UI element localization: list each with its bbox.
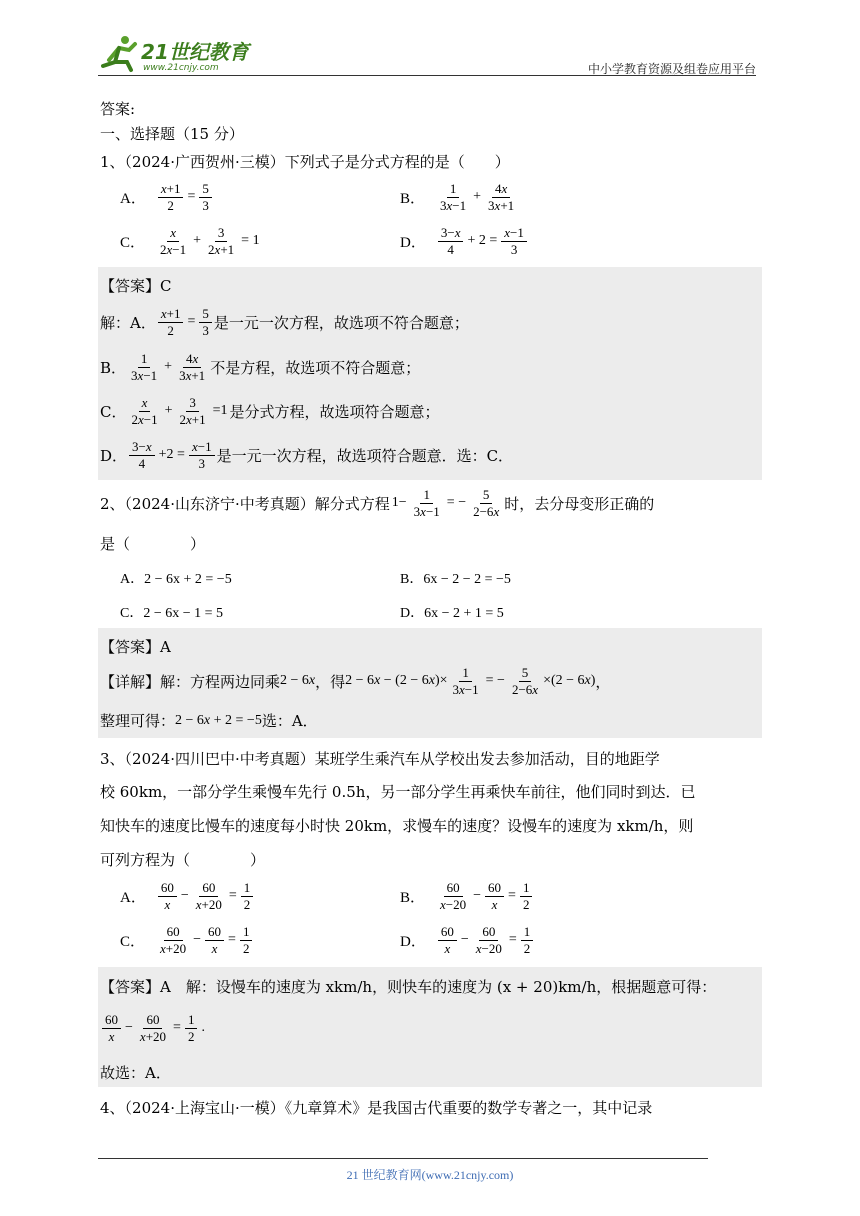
footer-text: 21 世纪教育网(www.21cnjy.com) — [346, 1168, 514, 1182]
q3-option-b: B． $\frac{60}{x-20}$ − $\frac{60}{x}$ = $\frac{1}{2}$ — [400, 880, 534, 912]
q2-detail: 【详解】解：方程两边同乘 2 − 6x ，得 2 − 6x − (2 − 6x)× $\frac{1}{3x-1}$ = − $\frac{5}{2-6x}$ ×(2 − 6x) ， — [100, 665, 611, 697]
runner-icon — [103, 36, 135, 70]
q1-exp-b: B． $\frac{1}{3x-1}$ + $\frac{4x}{3x+1}$ 不是方程，故选项不符合题意； — [100, 351, 421, 383]
q1-option-b: B． $\frac{1}{3x-1}$ + $\frac{4x}{3x+1}$ — [400, 181, 515, 213]
q1-option-c: C． $\frac{x}{2x-1}$ + $\frac{3}{2x+1}$ = 1 — [120, 225, 260, 257]
q1-exp-a: 解：A． $\frac{x+1}{2}$ = $\frac{5}{3}$ 是一元一次方程，故选项不符合题意； — [100, 306, 469, 338]
logo-text: 21世纪教育 — [141, 40, 249, 64]
q2-option-b: B．6x − 2 − 2 = −5 — [400, 572, 511, 587]
section-title: 一、选择题（15 分） — [100, 125, 244, 143]
q2-option-d: D．6x − 2 + 1 = 5 — [400, 606, 504, 621]
q1-answer: 【答案】C — [100, 277, 172, 295]
q3-option-c: C． $\frac{60}{x+20}$ − $\frac{60}{x}$ = $\frac{1}{2}$ — [120, 924, 254, 956]
platform-name: 中小学教育资源及组卷应用平台 — [587, 62, 756, 76]
q3-choice: 故选：A． — [100, 1064, 171, 1082]
brand-logo — [95, 32, 260, 76]
q4-line1: 4、（2024·上海宝山·一模）《九章算术》是我国古代重要的数学专著之一，其中记录 — [100, 1099, 653, 1117]
q2-stem-cont: 是（ ） — [100, 535, 206, 553]
q1-exp-c: C． $\frac{x}{2x-1}$ + $\frac{3}{2x+1}$ =1 是分式方程，故选项符合题意； — [100, 395, 440, 427]
q2-simplify: 整理可得： 2 − 6x + 2 = −5 选：A． — [100, 712, 318, 730]
q2-answer: 【答案】A — [100, 638, 171, 656]
q1-exp-d: D． $\frac{3-x}{4}$ +2 = $\frac{x-1}{3}$ 是一元一次方程，故选项符合题意．选：C． — [100, 439, 514, 471]
q1-option-a: A． $\frac{x+1}{2}$ = $\frac{5}{3}$ — [120, 181, 214, 213]
header-divider — [98, 75, 756, 76]
answer-heading: 答案: — [100, 100, 136, 118]
q1-stem: 1、（2024·广西贺州·三模）下列式子是分式方程的是（ ） — [100, 153, 510, 171]
q3-option-d: D． $\frac{60}{x}$ − $\frac{60}{x-20}$ = $\frac{1}{2}$ — [400, 924, 535, 956]
logo-url: www.21cnjy.com — [143, 63, 219, 73]
q3-answer: 【答案】A 解：设慢车的速度为 xkm/h，则快车的速度为 (x + 20)km/h，根据题意可得： — [100, 978, 717, 996]
q2-option-a: A．2 − 6x + 2 = −5 — [120, 572, 232, 587]
q1-option-d: D． $\frac{3-x}{4}$ + 2 = $\frac{x-1}{3}$ — [400, 225, 529, 257]
q3-equation: $\frac{60}{x}$ − $\frac{60}{x+20}$ = $\frac{1}{2}$ . — [100, 1012, 207, 1044]
q2-stem: 2、（2024·山东济宁·中考真题）解分式方程 1− $\frac{1}{3x-1}$ = − $\frac{5}{2-6x}$ 时，去分母变形正确的 — [100, 487, 655, 519]
q3-line1: 3、（2024·四川巴中·中考真题）某班学生乘汽车从学校出发去参加活动，目的地距学 — [100, 750, 660, 768]
footer-divider — [98, 1158, 708, 1159]
q3-option-a: A． $\frac{60}{x}$ − $\frac{60}{x+20}$ = $\frac{1}{2}$ — [120, 880, 255, 912]
q3-line3: 知快车的速度比慢车的速度每小时快 20km，求慢车的速度？设慢车的速度为 xkm/h，则 — [100, 817, 694, 835]
q2-option-c: C．2 − 6x − 1 = 5 — [120, 606, 224, 621]
q3-line2: 校 60km，一部分学生乘慢车先行 0.5h，另一部分学生再乘快车前往，他们同时到达．已 — [100, 783, 696, 801]
q3-line4: 可列方程为（ ） — [100, 851, 266, 869]
